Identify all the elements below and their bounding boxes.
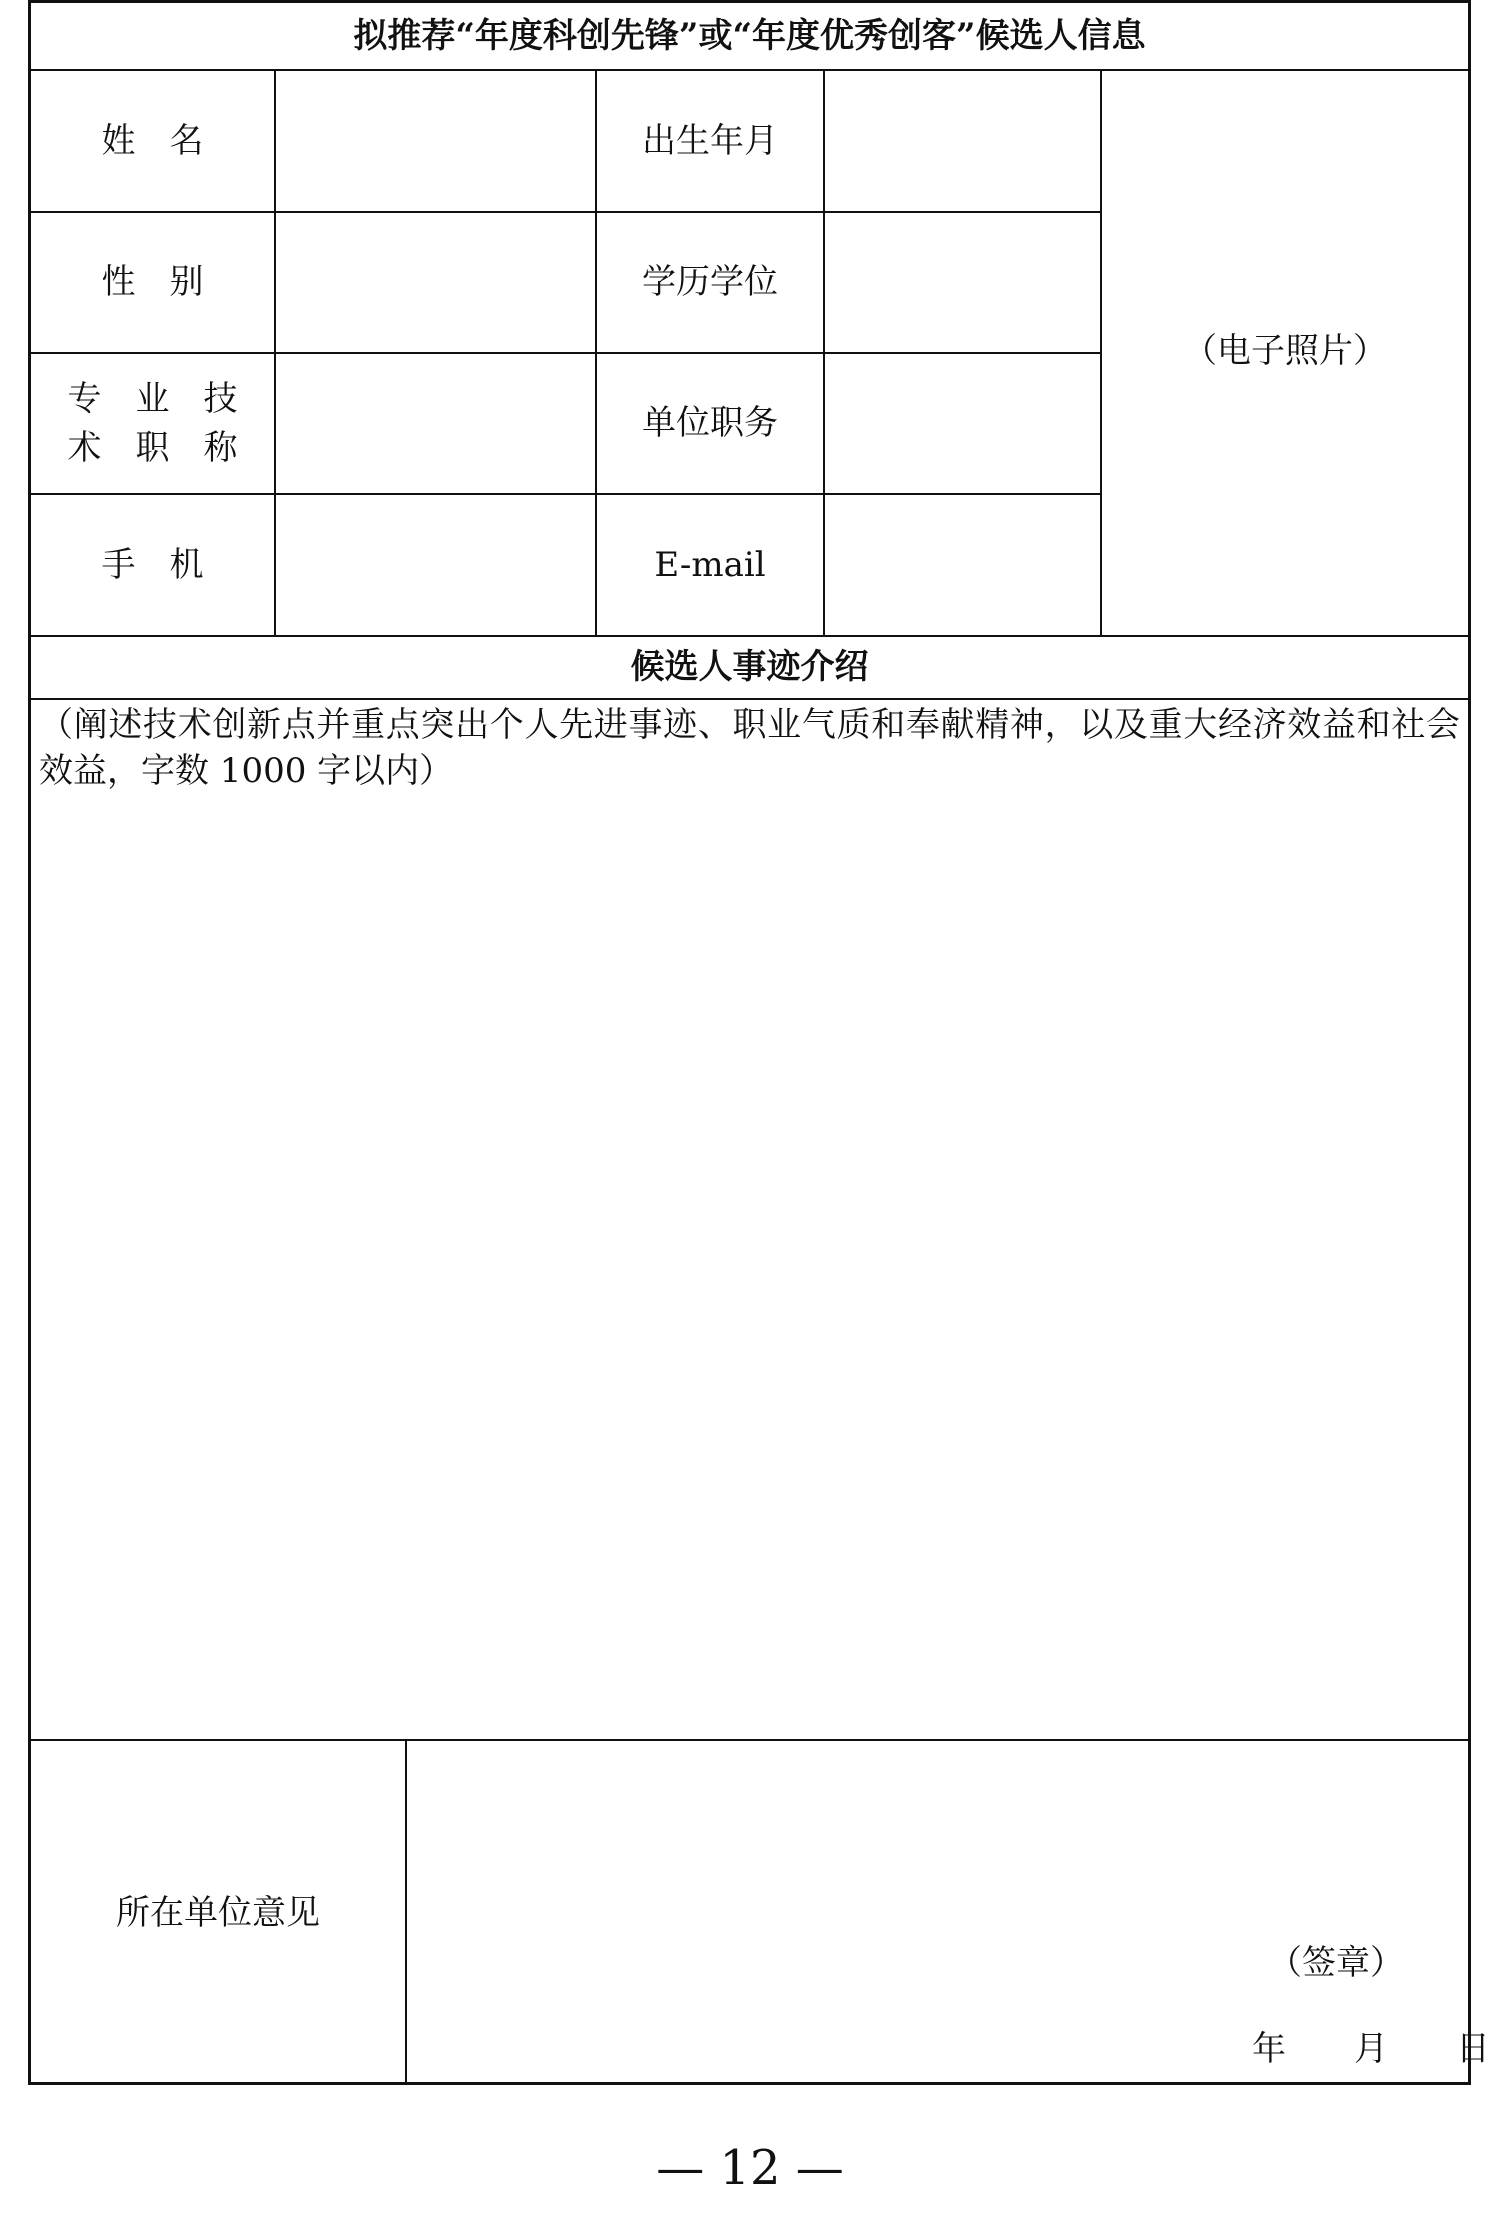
birth-label: 出生年月: [642, 120, 778, 161]
gender-label: 性 别: [101, 262, 204, 303]
photo-placeholder[interactable]: （电子照片）: [1183, 331, 1387, 371]
education-label: 学历学位: [642, 262, 778, 303]
email-label: E-mail: [654, 544, 766, 585]
candidate-deeds-content-area[interactable]: [31, 700, 1468, 1739]
phone-value-cell[interactable]: [276, 495, 595, 635]
unit-opinion-label: 所在单位意见: [116, 1892, 320, 1933]
form-title: 拟推荐“年度科创先锋”或“年度优秀创客”候选人信息: [353, 15, 1146, 56]
phone-label: 手 机: [101, 544, 204, 585]
position-label: 单位职务: [642, 403, 778, 444]
seal-label: （签章）: [1268, 1942, 1404, 1983]
candidate-deeds-heading: 候选人事迹介绍: [630, 647, 869, 688]
page-number: — 12 —: [656, 2140, 844, 2196]
candidate-deeds-instruction: （阐述技术创新点并重点突出个人先进事迹、职业气质和奉献精神，以及重大经济效益和社会效益，字数 1000 字以内）: [39, 705, 1460, 791]
professional-title-value-cell[interactable]: [276, 354, 595, 493]
candidate-form-table: [28, 0, 1490, 2085]
email-value-cell[interactable]: [825, 495, 1100, 635]
professional-title-line-1: 专 业 技: [67, 378, 238, 419]
professional-title-line-2: 术 职 称: [67, 427, 238, 468]
name-value-cell[interactable]: [276, 71, 595, 211]
education-value-cell[interactable]: [825, 213, 1100, 352]
birth-value-cell[interactable]: [825, 71, 1100, 211]
professional-title-label: [31, 354, 274, 493]
gender-value-cell[interactable]: [276, 213, 595, 352]
name-label: 姓 名: [101, 120, 204, 161]
position-value-cell[interactable]: [825, 354, 1100, 493]
date-label: 年 月 日: [1252, 2028, 1490, 2069]
